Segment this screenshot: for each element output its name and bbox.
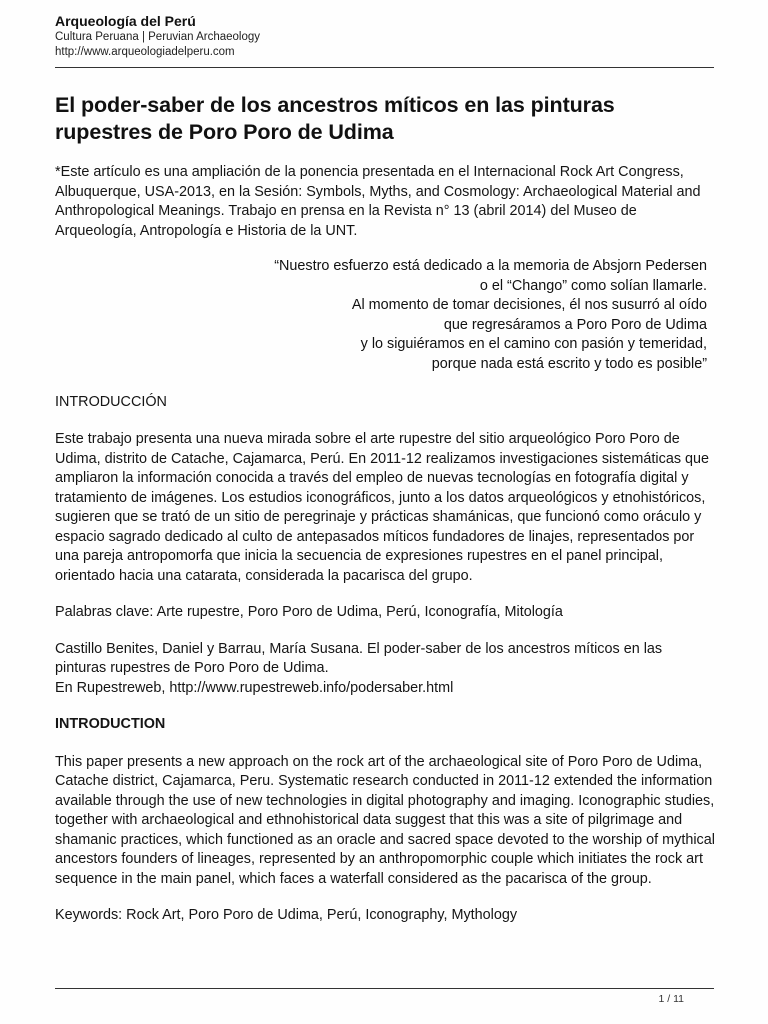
quote-line: porque nada está escrito y todo es posible” [431,355,707,372]
header-divider [55,67,714,68]
article-title: El poder-saber de los ancestros míticos en las pinturas rupestres de Poro Poro de Udima [55,93,615,144]
citation [55,640,715,699]
quote-line: y lo siguiéramos en el camino con pasión y temeridad, [360,336,707,353]
citation-link: En Rupestreweb, http://www.rupestreweb.info/podersaber.html [55,679,454,696]
quote-line: “Nuestro esfuerzo está dedicado a la memoria de Absjorn Pedersen [274,258,707,274]
site-subtitle: Cultura Peruana | Peruvian Archaeology [55,31,261,43]
page-header [55,13,713,60]
section-heading-en: INTRODUCTION [55,716,166,733]
site-url: http://www.arqueologiadelperu.com [55,46,235,58]
quote-line: Al momento de tomar decisiones, él nos susurró al oído [351,297,707,314]
dedication-quote [55,257,715,375]
article-note: *Este artículo es una ampliación de la ponencia presentada en el Internacional Rock Art Congress, Albuquerque, USA-2013, en la Sesión: Symbols, Myths, and Cosmology: Archaeological Material and Anthropological Meanings. Trabajo en prensa en la Revista n° 13 (abril 2014) del Museo de Arqueología, Antropología e Historia de la UNT. [55,164,701,239]
article-body [55,92,715,926]
keywords-es: Palabras clave: Arte rupestre, Poro Poro de Udima, Perú, Iconografía, Mitología [55,604,563,621]
citation-text: Castillo Benites, Daniel y Barrau, María Susana. El poder-saber de los ancestros míticos en las pinturas rupestres de Poro Poro de Udima. [55,640,663,677]
site-title: Arqueología del Perú [55,13,196,29]
page-number: 1 / 11 [658,993,684,1005]
quote-line: que regresáramos a Poro Poro de Udima [443,316,707,333]
footer-divider [55,988,714,989]
keywords-en: Keywords: Rock Art, Poro Poro de Udima, Perú, Iconography, Mythology [55,907,518,924]
section-heading-es: INTRODUCCIÓN [55,393,167,410]
intro-paragraph-en: This paper presents a new approach on the rock art of the archaeological site of Poro Poro de Udima, Catache district, Cajamarca, Peru. Systematic research conducted in 2011-12 extended the information available through the use of new technologies in digital photography and imaging. Iconographic studies, together with archaeological and ethnohistorical data suggest that this was a site of pilgrimage and shamanic practices, which functioned as an oracle and sacred space devoted to the worship of mythical ancestors founders of lineages, represented by an anthropomorphic couple which initiates the rock art sequence in the main panel, which faces a waterfall considered as the pacarisca of the group. [55,753,715,887]
intro-paragraph-es: Este trabajo presenta una nueva mirada sobre el arte rupestre del sitio arqueológico Poro Poro de Udima, distrito de Catache, Cajamarca, Perú. En 2011-12 realizamos investigaciones sistemáticas que ampliaron la información conocida a través del empleo de nuevas tecnologías en fotografía digital y tratamiento de imágenes. Los estudios iconográficos, junto a los datos arqueológicos y etnohistóricos, sugieren que se trató de un sitio de peregrinaje y prácticas shamánicas, que funcionó como oráculo y espacio sagrado dedicado al culto de antepasados míticos fundadores de linajes, representados por una pareja antropomorfa que inicia la secuencia de expresiones rupestres en el panel principal, orientado hacia una catarata, considerada la pacarisca del grupo. [55,431,710,584]
quote-line: o el “Chango” como solían llamarle. [479,277,707,294]
